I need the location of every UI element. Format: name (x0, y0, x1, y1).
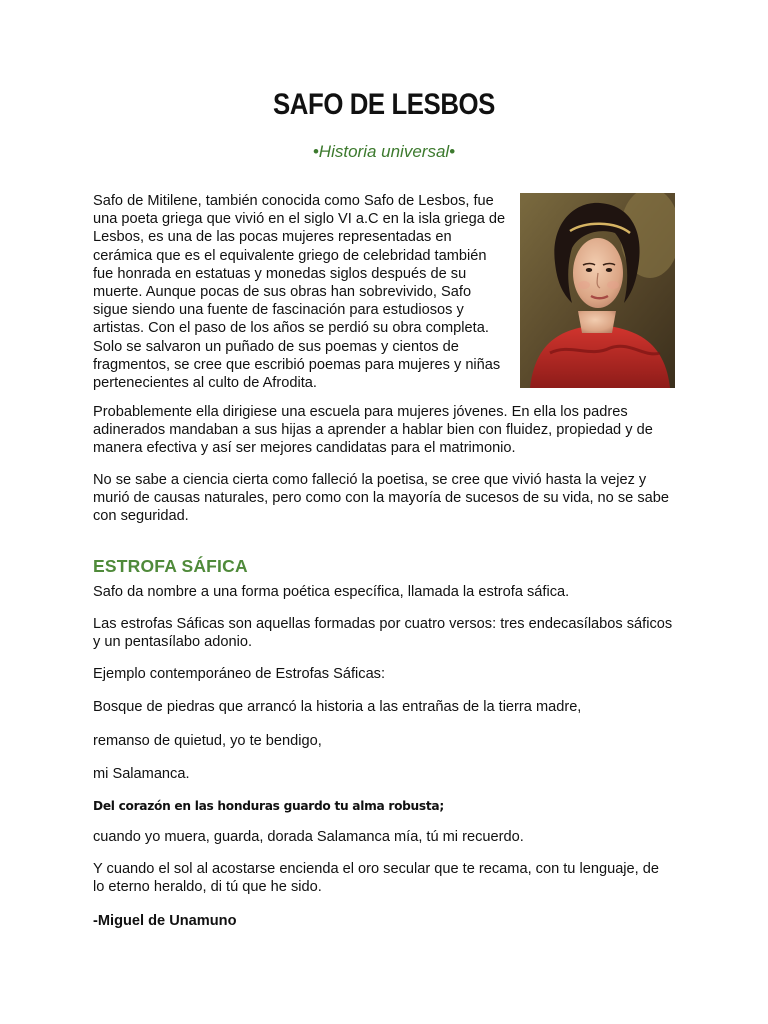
page-subtitle: •Historia universal• (312, 142, 456, 161)
paragraph-school: Probablemente ella dirigiese una escuela para mujeres jóvenes. En ella los padres adinerados mandaban a sus hijas a aprender a hablar bien con fluidez, propiedad y de manera efectiva y así ser mejores candidatas para el matrimonio. (93, 404, 653, 457)
verse-line: Y cuando el sol al acostarse encienda el oro secular que te recama, con tu lenguaje, de lo eterno heraldo, di tú que he sido. (93, 861, 660, 896)
verse-line: cuando yo muera, guarda, dorada Salamanca mía, tú mi recuerdo. (93, 829, 524, 845)
portrait-image (520, 193, 675, 388)
signature: -Miguel de Unamuno (93, 913, 237, 929)
page-title: SAFO DE LESBOS (273, 88, 495, 121)
verse-line: mi Salamanca. (93, 766, 190, 782)
verse-line: Del corazón en las honduras guardo tu alma robusta; (93, 799, 444, 813)
intro-paragraph: Safo de Mitilene, también conocida como Safo de Lesbos, fue una poeta griega que vivió en el siglo VI a.C en la isla griega de Lesbos, es una de las pocas mujeres representadas en cerámica que es el equivalente griego de celebridad también fue honrada en estatuas y monedas siglos después de su muerte. Aunque pocas de sus obras han sobrevivido, Safo sigue siendo una fuente de fascinación para estudiosos y artistas. Con el paso de los años se perdió su obra completa. Solo se salvaron un puñado de sus poemas y cientos de fragmentos, se cree que escribió poemas para mujeres y niñas pertenecientes al culto de Afrodita. (93, 193, 506, 392)
section-intro: Safo da nombre a una forma poética específica, llamada la estrofa sáfica. (93, 584, 570, 600)
verse-line: remanso de quietud, yo te bendigo, (93, 733, 322, 749)
section-definition: Las estrofas Sáficas son aquellas formadas por cuatro versos: tres endecasílabos sáficos y un pentasílabo adonio. (93, 616, 673, 651)
paragraph-death: No se sabe a ciencia cierta como falleció la poetisa, se cree que vivió hasta la vejez y murió de causas naturales, pero como con la mayoría de sucesos de su vida, no se sabe con seguridad. (93, 472, 669, 525)
verse-line: Bosque de piedras que arrancó la historia a las entrañas de la tierra madre, (93, 699, 582, 715)
section-heading: ESTROFA SÁFICA (93, 556, 248, 576)
example-label: Ejemplo contemporáneo de Estrofas Sáficas: (93, 666, 386, 682)
